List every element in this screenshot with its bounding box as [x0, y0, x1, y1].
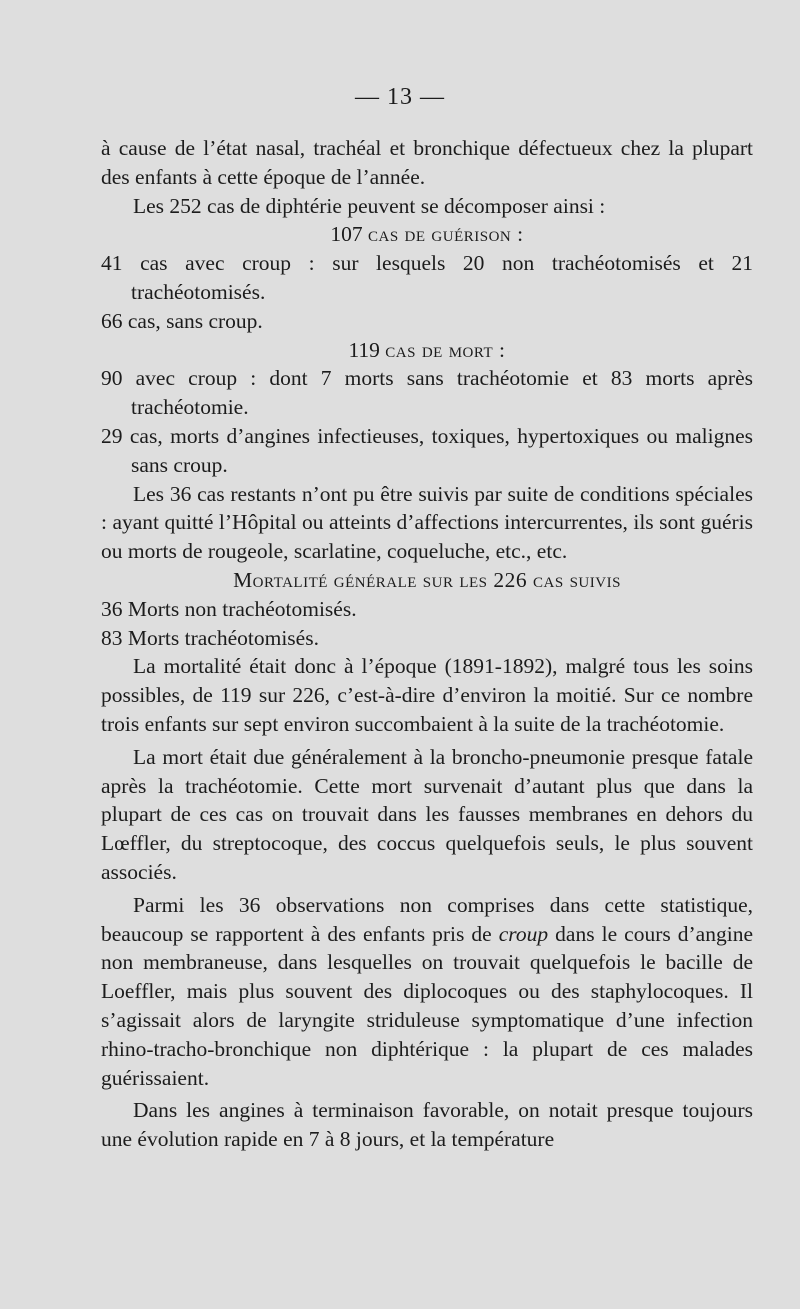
page-number: — 13 —	[355, 84, 445, 110]
paragraph-5: La mort était due généralement à la broncho-pneumonie presque fatale après la trachéotomie. Cette mort survenait d’autant plus que dans la plupart de ces cas on trouvait dans les fausses membranes en dehors du Lœffler, du streptocoque, des coccus quelquefois seuls, le plus souvent associés.	[101, 744, 753, 884]
page-body	[101, 134, 753, 1154]
paragraph-6-part-b: dans le cours d’angine non membraneuse, dans lesquelles on trouvait quelquefois le bacille de Loeffler, mais plus souvent des diplocoques ou des staphylocoques. Il s’agissait alors de laryngite striduleuse symptomatique d’une infection rhino-tracho-bronchique non diphtérique : la plupart de ces malades guérissaient.	[101, 921, 753, 1090]
heading-guerison	[101, 220, 753, 249]
list-item-3: 90 avec croup : dont 7 morts sans trachéotomie et 83 morts après trachéotomie.	[101, 366, 753, 420]
heading-mort-number: 119	[348, 337, 380, 362]
heading-mort	[101, 336, 753, 365]
list-item-5: 36 Morts non trachéotomisés.	[101, 596, 357, 621]
list-item-2: 66 cas, sans croup.	[101, 308, 263, 333]
paragraph-1: à cause de l’état nasal, trachéal et bronchique défectueux chez la plupart des enfants à cette époque de l’année.	[101, 136, 753, 189]
heading-mortalite: Mortalité générale sur les 226 cas suivis	[233, 567, 621, 592]
list-item-1: 41 cas avec croup : sur lesquels 20 non trachéotomisés et 21 trachéotomisés.	[101, 251, 753, 304]
paragraph-2: Les 252 cas de diphtérie peuvent se décomposer ainsi :	[133, 193, 606, 218]
paragraph-6-emphasis: croup	[498, 921, 549, 946]
paragraph-6-part-a: Parmi les 36 observations non comprises dans cette statistique, beaucoup se rapportent à des enfants pris de	[101, 892, 753, 946]
paragraph-4: La mortalité était donc à l’époque (1891-1892), malgré tous les soins possibles, de 119 sur 226, c’est-à-dire d’environ la moitié. Sur ce nombre trois enfants sur sept environ succombaient à la suite de la trachéotomie.	[101, 654, 753, 736]
heading-guerison-text: cas de guérison :	[368, 222, 524, 247]
list-item-4: 29 cas, morts d’angines infectieuses, toxiques, hypertoxiques ou malignes sans croup.	[101, 423, 753, 477]
heading-guerison-number: 107	[330, 222, 363, 247]
paragraph-7: Dans les angines à terminaison favorable, on notait presque toujours une évolution rapide en 7 à 8 jours, et la température	[101, 1098, 753, 1152]
paragraph-3: Les 36 cas restants n’ont pu être suivis par suite de conditions spéciales : ayant quitté l’Hôpital ou atteints d’affections intercurrentes, ils sont guéris ou morts de rougeole, scarlatine, coqueluche, etc., etc.	[101, 481, 753, 564]
paragraph-6	[101, 891, 753, 1093]
list-item-6: 83 Morts trachéotomisés.	[101, 625, 319, 650]
heading-mort-text: cas de mort :	[385, 337, 506, 362]
